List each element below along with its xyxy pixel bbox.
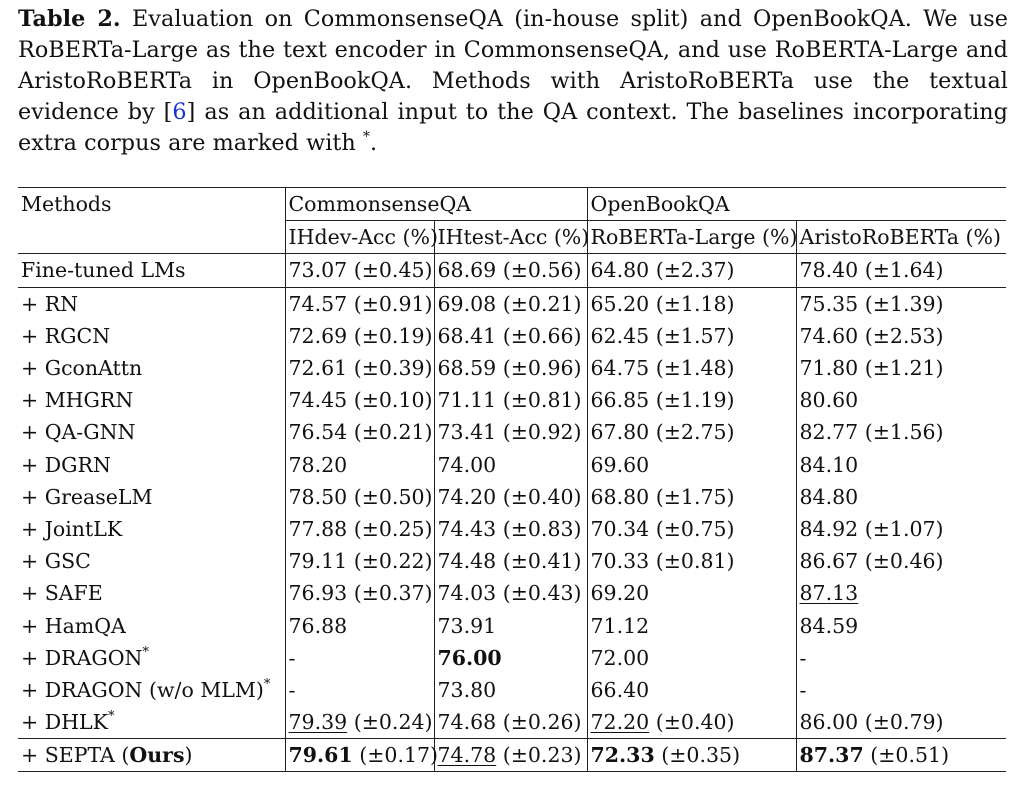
table-cell xyxy=(285,254,434,287)
cell-value: 72.61 xyxy=(288,356,348,381)
cell-value: 68.69 xyxy=(437,258,497,283)
caption-end: . xyxy=(370,130,378,156)
method-label: + GreaseLM xyxy=(21,484,153,509)
cell-std: (±1.18) xyxy=(655,291,735,316)
method-label: + DRAGON xyxy=(21,645,143,670)
method-label: + DRAGON (w/o MLM) xyxy=(21,677,264,702)
cell-std: (±0.96) xyxy=(502,356,582,381)
table-cell xyxy=(587,352,796,384)
cell-value: 71.80 xyxy=(799,356,859,381)
table-cell xyxy=(434,287,587,320)
table-cell xyxy=(285,449,434,481)
table-cell xyxy=(285,545,434,577)
cell-std: (±0.24) xyxy=(353,710,433,735)
table-cell xyxy=(285,416,434,448)
cell-value: 72.00 xyxy=(590,645,650,670)
method-label-bold: Ours xyxy=(129,743,185,768)
header-aristo: AristoRoBERTa (%) xyxy=(796,221,1006,254)
table-cell xyxy=(285,609,434,641)
cell-value: 74.03 xyxy=(437,581,497,606)
cell-value: - xyxy=(288,677,296,702)
cell-value: 84.59 xyxy=(799,613,859,638)
header-row-groups xyxy=(18,188,1006,221)
cell-value: 76.93 xyxy=(288,581,348,606)
table-row xyxy=(18,287,1006,320)
table-cell xyxy=(796,577,1006,609)
method-label: Fine-tuned LMs xyxy=(21,258,186,283)
table-cell xyxy=(796,320,1006,352)
cell-value: 66.85 xyxy=(590,388,650,413)
cell-std: (±0.10) xyxy=(353,388,433,413)
table-cell xyxy=(796,352,1006,384)
method-label: + SEPTA ( xyxy=(21,743,130,768)
table-caption xyxy=(18,4,1008,159)
header-ihtest: IHtest-Acc (%) xyxy=(434,221,587,254)
table-cell xyxy=(796,545,1006,577)
extra-corpus-star: * xyxy=(142,644,149,660)
extra-corpus-star: * xyxy=(263,676,271,692)
cell-std: (±1.39) xyxy=(864,291,944,316)
cell-value: - xyxy=(288,645,296,670)
table-cell xyxy=(587,609,796,641)
table-row-ours xyxy=(18,739,1006,772)
header-group-obqa: OpenBookQA xyxy=(587,188,1006,221)
cell-value: 70.33 xyxy=(590,549,650,574)
cell-std: (±0.51) xyxy=(870,743,950,768)
table-cell xyxy=(587,674,796,706)
table-cell xyxy=(587,384,796,416)
table-cell xyxy=(434,416,587,448)
cell-std: (±0.92) xyxy=(502,420,582,445)
cell-value: 79.11 xyxy=(288,549,348,574)
cell-value: 76.00 xyxy=(437,645,502,670)
method-name xyxy=(18,706,285,739)
table-row xyxy=(18,674,1006,706)
cell-value: 87.37 xyxy=(799,743,864,768)
table-cell xyxy=(285,513,434,545)
table-cell xyxy=(587,577,796,609)
table-row xyxy=(18,577,1006,609)
cell-std: (±0.79) xyxy=(864,710,944,735)
cell-std: (±1.07) xyxy=(864,516,944,541)
cell-std: (±0.19) xyxy=(353,323,433,348)
cell-value: 78.20 xyxy=(288,452,348,477)
cell-value: 74.45 xyxy=(288,388,348,413)
header-group-csqa: CommonsenseQA xyxy=(285,188,587,221)
method-name xyxy=(18,320,285,352)
cell-value: 64.75 xyxy=(590,356,650,381)
table-cell xyxy=(587,416,796,448)
table-cell xyxy=(434,674,587,706)
table-cell xyxy=(587,706,796,739)
cell-std: (±1.64) xyxy=(864,258,944,283)
method-label-end: ) xyxy=(184,743,193,768)
table-cell xyxy=(796,416,1006,448)
table-cell xyxy=(587,320,796,352)
cell-value: 72.69 xyxy=(288,323,348,348)
method-name xyxy=(18,384,285,416)
method-label: + RGCN xyxy=(21,323,111,348)
table-cell xyxy=(285,577,434,609)
method-label: + SAFE xyxy=(21,581,103,606)
method-name xyxy=(18,254,285,287)
cell-std: (±0.40) xyxy=(502,484,582,509)
cell-value: 84.10 xyxy=(799,452,859,477)
table-cell xyxy=(434,352,587,384)
cell-value: 73.07 xyxy=(288,258,348,283)
method-name xyxy=(18,352,285,384)
cell-std: (±2.53) xyxy=(864,323,944,348)
table-cell xyxy=(434,513,587,545)
cell-std: (±0.21) xyxy=(353,420,433,445)
method-name xyxy=(18,481,285,513)
cell-std: (±2.75) xyxy=(655,420,735,445)
cell-value: 71.12 xyxy=(590,613,650,638)
table-cell xyxy=(434,609,587,641)
caption-text-cont: ] as an additional input to the QA context. The baselines incorporating extra corpus are marked with xyxy=(18,99,1008,156)
method-label: + QA-GNN xyxy=(21,420,136,445)
cell-std: (±0.66) xyxy=(502,323,582,348)
table-cell xyxy=(796,449,1006,481)
table-cell xyxy=(285,384,434,416)
cell-value: 71.11 xyxy=(437,388,497,413)
cell-std: (±1.56) xyxy=(864,420,944,445)
table-cell xyxy=(587,481,796,513)
cell-value: 75.35 xyxy=(799,291,859,316)
cell-value: 78.50 xyxy=(288,484,348,509)
cell-std: (±0.23) xyxy=(502,743,582,768)
table-cell xyxy=(285,739,439,772)
method-label: + RN xyxy=(21,291,79,316)
table-cell xyxy=(796,706,1006,739)
table-cell xyxy=(434,481,587,513)
table-cell xyxy=(434,545,587,577)
cell-std: (±1.57) xyxy=(655,323,735,348)
cell-value: - xyxy=(799,677,807,702)
cell-std: (±0.45) xyxy=(353,258,433,283)
cell-std: (±0.81) xyxy=(502,388,582,413)
cell-value: 69.60 xyxy=(590,452,650,477)
table-cell xyxy=(587,545,796,577)
table-cell xyxy=(285,352,434,384)
cell-std: (±0.91) xyxy=(353,291,433,316)
cell-value: 74.68 xyxy=(437,710,497,735)
table-cell xyxy=(434,739,587,772)
cell-std: (±0.25) xyxy=(353,516,433,541)
results-table xyxy=(18,187,1006,772)
cell-value: 84.92 xyxy=(799,516,859,541)
table-cell xyxy=(587,513,796,545)
header-ihdev: IHdev-Acc (%) xyxy=(285,221,434,254)
cell-std: (±0.81) xyxy=(655,549,735,574)
cell-std: (±2.37) xyxy=(655,258,735,283)
method-name xyxy=(18,642,285,674)
cell-std: (±0.75) xyxy=(655,516,735,541)
cell-std: (±1.21) xyxy=(864,356,944,381)
table-cell xyxy=(285,642,434,674)
cell-value: 86.00 xyxy=(799,710,859,735)
table-cell xyxy=(434,642,587,674)
table-cell xyxy=(434,254,587,287)
cell-value: - xyxy=(799,645,807,670)
caption-label: Table 2. xyxy=(18,6,121,32)
table-cell xyxy=(796,674,1006,706)
method-label: + GSC xyxy=(21,549,91,574)
cell-std: (±0.56) xyxy=(502,258,582,283)
table-cell xyxy=(796,513,1006,545)
cell-value: 84.80 xyxy=(799,484,859,509)
method-name xyxy=(18,287,285,320)
cell-std: (±0.40) xyxy=(655,710,735,735)
table-row xyxy=(18,481,1006,513)
method-name xyxy=(18,416,285,448)
method-label: + DHLK xyxy=(21,710,108,735)
table-cell xyxy=(796,254,1006,287)
table-row xyxy=(18,449,1006,481)
method-name xyxy=(18,609,285,641)
cell-value: 86.67 xyxy=(799,549,859,574)
header-roberta: RoBERTa-Large (%) xyxy=(587,221,796,254)
cell-std: (±1.75) xyxy=(655,484,735,509)
table-cell xyxy=(587,449,796,481)
method-name xyxy=(18,545,285,577)
method-label: + MHGRN xyxy=(21,388,134,413)
header-row-sub xyxy=(18,221,1006,254)
cell-value: 74.48 xyxy=(437,549,497,574)
cell-std: (±0.50) xyxy=(353,484,433,509)
table-cell xyxy=(796,384,1006,416)
table-cell xyxy=(434,449,587,481)
cell-std: (±0.37) xyxy=(353,581,433,606)
cell-value: 76.54 xyxy=(288,420,348,445)
cell-value: 73.41 xyxy=(437,420,497,445)
table-row xyxy=(18,352,1006,384)
table-cell xyxy=(587,254,796,287)
cell-value: 74.60 xyxy=(799,323,859,348)
cell-std: (±0.83) xyxy=(502,516,582,541)
table-row xyxy=(18,706,1006,739)
method-label: + JointLK xyxy=(21,516,123,541)
table-row xyxy=(18,320,1006,352)
header-methods: Methods xyxy=(18,188,285,221)
cell-std: (±0.26) xyxy=(502,710,582,735)
cell-value: 69.08 xyxy=(437,291,497,316)
method-name xyxy=(18,674,285,706)
table-cell xyxy=(796,481,1006,513)
cell-std: (±0.35) xyxy=(661,743,741,768)
cell-value: 67.80 xyxy=(590,420,650,445)
table-cell xyxy=(285,481,434,513)
table-cell xyxy=(796,739,1006,772)
table-cell xyxy=(434,384,587,416)
table-cell xyxy=(434,320,587,352)
table-row xyxy=(18,384,1006,416)
table-cell xyxy=(796,287,1006,320)
cell-value: 62.45 xyxy=(590,323,650,348)
cell-value: 74.00 xyxy=(437,452,497,477)
table-cell xyxy=(796,609,1006,641)
cell-std: (±1.48) xyxy=(655,356,735,381)
table-row xyxy=(18,513,1006,545)
table-cell xyxy=(587,642,796,674)
cell-value: 74.78 xyxy=(437,743,497,768)
table-cell xyxy=(434,577,587,609)
cell-std: (±0.17) xyxy=(359,743,439,768)
cell-value: 74.43 xyxy=(437,516,497,541)
table-row xyxy=(18,642,1006,674)
table-cell xyxy=(587,739,796,772)
method-label: + GconAttn xyxy=(21,356,143,381)
table-row xyxy=(18,416,1006,448)
table-cell xyxy=(796,642,1006,674)
cell-value: 66.40 xyxy=(590,677,650,702)
cell-value: 78.40 xyxy=(799,258,859,283)
cell-value: 82.77 xyxy=(799,420,859,445)
cell-value: 74.57 xyxy=(288,291,348,316)
cell-value: 64.80 xyxy=(590,258,650,283)
cell-value: 77.88 xyxy=(288,516,348,541)
cell-std: (±1.19) xyxy=(655,388,735,413)
header-blank xyxy=(18,221,285,254)
method-name xyxy=(18,513,285,545)
method-label: + HamQA xyxy=(21,613,126,638)
caption-text: Evaluation on CommonsenseQA (in-house split) and OpenBookQA. We use RoBERTa-Large as the text encoder in CommonsenseQA, and use RoBERTA-Large and AristoRoBERTa in OpenBookQA. Methods with AristoRoBERTa use the textual evidence by [ xyxy=(18,6,1008,125)
cell-value: 69.20 xyxy=(590,581,650,606)
cell-value: 73.91 xyxy=(437,613,497,638)
cell-value: 73.80 xyxy=(437,677,497,702)
citation-link[interactable]: 6 xyxy=(172,99,187,125)
cell-value: 79.61 xyxy=(288,743,353,768)
table-cell xyxy=(285,674,434,706)
cell-std: (±0.22) xyxy=(353,549,433,574)
cell-value: 76.88 xyxy=(288,613,348,638)
cell-value: 74.20 xyxy=(437,484,497,509)
cell-value: 70.34 xyxy=(590,516,650,541)
method-name xyxy=(18,739,285,772)
cell-value: 79.39 xyxy=(288,710,348,735)
table-cell xyxy=(587,287,796,320)
table-row xyxy=(18,254,1006,287)
extra-corpus-star: * xyxy=(107,709,115,725)
method-label: + DGRN xyxy=(21,452,111,477)
caption-star: * xyxy=(362,129,371,145)
table-cell xyxy=(285,320,434,352)
table-cell xyxy=(434,706,587,739)
cell-value: 65.20 xyxy=(590,291,650,316)
table-row xyxy=(18,609,1006,641)
table-row xyxy=(18,545,1006,577)
cell-std: (±0.43) xyxy=(502,581,582,606)
cell-value: 80.60 xyxy=(799,388,859,413)
cell-value: 72.33 xyxy=(590,743,655,768)
cell-value: 68.59 xyxy=(437,356,497,381)
cell-value: 72.20 xyxy=(590,710,650,735)
cell-std: (±0.46) xyxy=(864,549,944,574)
cell-std: (±0.39) xyxy=(353,356,433,381)
cell-std: (±0.41) xyxy=(502,549,582,574)
cell-value: 68.80 xyxy=(590,484,650,509)
cell-value: 87.13 xyxy=(799,581,859,606)
method-name xyxy=(18,449,285,481)
cell-value: 68.41 xyxy=(437,323,497,348)
table-cell xyxy=(285,287,434,320)
cell-std: (±0.21) xyxy=(502,291,582,316)
method-name xyxy=(18,577,285,609)
table-cell xyxy=(285,706,434,739)
